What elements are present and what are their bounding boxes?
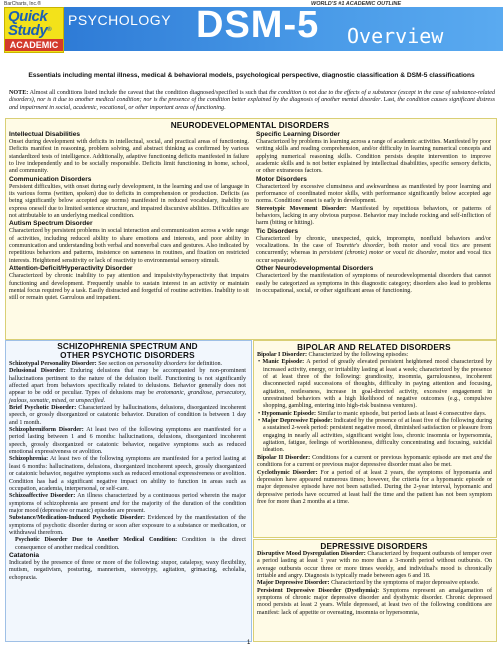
note-text-3: . [224, 104, 226, 111]
hypomanic-text: Similar to manic episode, but period lasts at least 4 consecutive days. [316, 410, 487, 417]
dysthymia-label: Persistent Depressive Disorder (Dysthymia): [257, 587, 380, 594]
bipolar-ii-text-a: Conditions for a current or previous hypomanic episode are met [310, 454, 474, 461]
bipolar-ii-emphasis: and [473, 454, 483, 461]
bipolar-ii-text-b: the conditions for a current or previous major depressive disorder must also be met. [257, 454, 492, 469]
note-emphasis-2: the condition causes significant distress and impairment in social, academic, vocational, or other important areas of functioning [9, 97, 495, 111]
tic-text [256, 236, 491, 265]
brief-psychotic-item [9, 405, 246, 427]
hypomanic-episode-item: • Hypomanic Episode: Similar to manic episode, but period lasts at least 4 consecutive days. [258, 410, 487, 417]
other-neuro-title: Other Neurodevelopmental Disorders [256, 265, 374, 273]
dysthymia-text: Symptoms represent an amalgamation of symptoms of chronic major depressive disorder and dysthymic disorder. Chronic depressed mood persists at least 2 years. While depressed, at least two of the following conditions are manifest: lack of appetite or overeating, insomnia or hypersomnia, [257, 587, 492, 616]
dmdd-text: Characterized by frequent outbursts of temper over a period lasting at least 1 year with no more than a 3-month period without outbursts. On average outbursts occur three or more times weekly, and individual's mood is chronically irritable and angry. Diagnosis is typically made between ages 6 and 18. [257, 551, 492, 580]
schizophreniform-label: Schizophreniform Disorder: [9, 427, 84, 434]
schizophrenia-text: At least two of the following symptoms are manifested for a period lasting at least 6 months: hallucinations, delusions, disorganized incoherent speech, grossly disorganized or catatonic behavior, negative symptoms such as reduced emotional expressiveness or avolition. Condition has had a significant negative impact on ability to function in areas such as occupation, academia, interpersonal, or self-care. [9, 456, 246, 492]
tic-emphasis-1: Tourette's disorder [335, 243, 384, 250]
manic-episode-item: • Manic Episode: A period of greatly elevated persistent heightened mood characterized by increased activity, energy, or irritability lasting at least a week; characterized by the presence of at least three of the following: grandiosity, insomnia, garrulousness, incoherent disconnected rapid successions of thoughts, difficulty in paying attention and focusing, agitation, restlessness, increase in goal-directed activity, excessive engagement in unrestrained behaviors with a high likelihood of negative outcomes (e.g., compulsive shopping, gambling, entering into high-risk business ventures). [258, 359, 493, 410]
subject-label: PSYCHOLOGY [68, 12, 172, 28]
stereotypic-text [256, 206, 491, 228]
neurodevelopmental-heading: NEURODEVELOPMENTAL DISORDERS [170, 121, 330, 130]
substance-psychotic-label: Substance/Medication-Induced Psychotic Disorder: [9, 515, 146, 522]
learning-text: Characterized by problems in learning across a range of academic activities. Manifested by poor writing skills and reading comprehension, and/or difficulty in learning numerical concepts and applying numerical reasoning skills. Condition persists despite intervention to improve academic skills and is not better explained by intellectual disabilities, specific sensory deficits, or other extraneous factors. [256, 139, 491, 175]
intellectual-text: Onset during development with deficits in intellectual, social, and practical areas of functioning. Deficits manifest in reasoning, problem solving, and abstract thinking as confirmed by various standardized tests of intelligence. Additionally, adaptive functioning deficits manifested in failure to live independently and to be socially responsible. Deficits limit functioning in home, school, and community. [9, 139, 249, 175]
manic-text: A period of greatly elevated persistent heightened mood characterized by increased activity, energy, or irritability lasting at least a week; characterized by the presence of at least three of the following: grandiosity, insomnia, garrulousness, incoherent disconnected rapid successions of thoughts, difficulty in paying attention and focusing, agitation, restlessness, increase in goal-directed activity, excessive engagement in unrestrained behaviors with a high likelihood of negative outcomes (e.g., compulsive shopping, gambling, entering into high-risk business ventures). [263, 359, 493, 410]
communication-title: Communication Disorders [9, 175, 92, 183]
page-title: DSM-5 [196, 4, 320, 46]
mdd-label: Major Depressive Disorder: [257, 580, 330, 587]
communication-text: Persistent difficulties, with onset during early development, in the learning and use of language in its various forms (written, spoken) due to deficits in comprehension or production. Deficits (as being significantly below accepted age norms) manifested in reduced vocabulary, inability to express oneself due to limited sentence structure, and impaired discursive abilities. Difficulties are not attributable to an underlying medical condition. [9, 183, 249, 220]
dmdd-label: Disruptive Mood Dysregulation Disorder: [257, 551, 366, 557]
note-paragraph [9, 90, 495, 112]
autism-text: Characterized by persistent problems in social interaction and communication across a wide range of activities, including reduced ability to share emotions and interests, and poor ability in communication and understanding both verbal and nonverbal cues and gestures. Also indicated by repetitious behaviors and patterns, insistence on sameness in routines, and fixation on restricted interests. Heightened sensitivity or lack of reactivity to environmental sensory stimuli. [9, 228, 249, 264]
tic-emphasis-2: persistent (chronic) motor or vocal tic disorder [319, 250, 437, 257]
major-depressive-episode-item: • Major Depressive Episode: Indicated by the presence of at least five of the following during a sustained 2-week period: persistent negative mood, diminished satisfaction or pleasure from engaging in nearly all activities, significant weight loss, chronic insomnia or hypersomnia, agitation, fatigue, feelings of worthlessness, difficulty concentrating and focusing, suicidal ideation. [258, 418, 492, 454]
brief-psychotic-label: Brief Psychotic Disorder: [9, 405, 77, 412]
catatonia-text: Indicated by the presence of three or more of the following: stupor, catalepsy, waxy flexibility, mutism, negativism, posturing, mannerism, stereotypy, agitation, grimacing, echolalia, echopraxia. [9, 559, 246, 581]
autism-title: Autism Spectrum Disorder [9, 220, 93, 228]
page-number: 1 [247, 640, 251, 646]
bipolar-content [257, 352, 492, 506]
worlds-number-one: WORLD'S #1 ACADEMIC OUTLINE [311, 1, 402, 7]
schizophrenia-item [9, 456, 246, 493]
schizotypal-label: Schizotypal Personality Disorder: [9, 361, 97, 367]
delusional-emphasis-2: unspecified [75, 397, 104, 404]
mde-label: Major Depressive Episode: [261, 418, 333, 425]
cyclothymic-item [257, 470, 492, 507]
adhd-title: Attention-Deficit/Hyperactivity Disorder [9, 265, 133, 273]
schizophrenia-label: Schizophrenia: [9, 456, 49, 463]
tagline: Essentials including mental illness, medical & behavioral models, psychological perspective, diagnostic classification & DSM-5 classifications [28, 72, 475, 79]
schizophrenia-content [9, 361, 246, 582]
note-text-1: Almost all conditions listed include the caveat that the condition diagnosed/specified is such that [28, 90, 270, 96]
cyclothymic-label: Cyclothymic Disorder: [257, 469, 318, 476]
schizotypal-emphasis: personality disorders [134, 361, 187, 367]
schizoaffective-text-b: for the majority of the duration of the condition major mood (depressive or manic) episodes are present. [9, 500, 246, 514]
bipolar-i-label: Bipolar I Disorder: [257, 352, 307, 358]
tic-body-1: Characterized by chronic, unexpected, quick, impromptu, nonfluid behaviors and/or vocalizations. In the case of [256, 235, 491, 250]
manic-label: Manic Episode: [262, 359, 305, 366]
schizoaffective-item [9, 493, 246, 515]
tic-body-2: , both motor and vocal tics are present concurrently; whereas in [256, 243, 491, 257]
neuro-right-column [256, 131, 491, 295]
depressive-heading: DEPRESSIVE DISORDERS [320, 542, 428, 551]
dmdd-item [257, 551, 492, 580]
adhd-text: Characterized by chronic inability to pay attention and impulsivity/hyperactivity that impairs functioning and development. Frequently unable to sustain interest in an activity or maintain mental focus required by a task. Easily distracted and forgetful of routine activities. Inability to sit still or remain quiet. Garrulous and impatient. [9, 273, 249, 302]
dysthymia-item [257, 588, 492, 617]
page-subtitle: Overview [347, 24, 444, 48]
tic-body-3: , motor and vocal tics occur separately. [256, 250, 491, 264]
other-neuro-text: Characterized by the manifestation of symptoms of neurodevelopmental disorders that cannot easily be categorized as symptoms in this diagnostic category; disorders also lead to problems in occupational, social, or other significant areas of functioning. [256, 273, 491, 294]
delusional-label: Delusional Disorder: [9, 368, 66, 375]
brief-psychotic-text: Characterized by hallucinations, delusions, disorganized incoherent speech, or grossly disorganized or catatonic behavior. Duration of condition is between 1 day and 1 month. [9, 405, 246, 426]
stereotypic-body: Manifested by repetitious behaviors, or patterns of behaviors, lacking in any obvious purpose. Behavior may include rocking and self-infliction of harm (biting or hitting). [256, 205, 491, 227]
note-text-2: . Last, [380, 97, 398, 104]
stereotypic-label: Stereotypic Movement Disorder: [256, 205, 347, 212]
delusional-text-b: or [67, 397, 76, 404]
substance-psychotic-item [9, 515, 246, 537]
medical-psychotic-label: Psychotic Disorder Due to Another Medical Condition: [15, 537, 178, 544]
logo-reg: ® [47, 27, 52, 33]
learning-title: Specific Learning Disorder [256, 131, 340, 138]
schizophrenia-heading-line-2: OTHER PSYCHOTIC DISORDERS [60, 351, 195, 360]
medical-psychotic-item [9, 537, 246, 552]
schizophreniform-text: At least two of the following symptoms are manifested for a period lasting between 1 and 6 months: hallucinations, delusions, disorganized incoherent speech, grossly disorganized or catatonic behavior, negative symptoms such as reduced emotional expressiveness or avolition. [9, 427, 246, 456]
mdd-item [257, 580, 492, 587]
delusional-text-c: . [103, 397, 106, 404]
quickstudy-logo [4, 7, 64, 53]
logo-line-2 [8, 23, 51, 38]
schizotypal-text-b: for definition. [186, 361, 223, 367]
hypomanic-label: Hypomanic Episode: [261, 410, 317, 417]
medical-psychotic-text: Condition is the direct consequence of another medical condition. [15, 537, 246, 551]
schizotypal-item [9, 361, 246, 368]
delusional-text-a: Enduring delusions that may be accompanied by non-prominent hallucinations pertinent to the nature of the delusion itself. Functioning is not significantly affected apart from behaviors specifically related to delusions. Behavior generally does not appear to be odd or peculiar. Types of delusions may be [9, 368, 246, 397]
tic-title: Tic Disorders [256, 227, 299, 235]
bipolar-heading: BIPOLAR AND RELATED DISORDERS [297, 343, 451, 352]
catatonia-title: Catatonia [9, 551, 40, 559]
motor-text: Characterized by excessive clumsiness and awkwardness as manifested by poor learning and performance of coordinated motor skills, with performance significantly below accepted age norms. Conditions' onset is early in development. [256, 183, 491, 205]
delusional-emphasis: erotomanic, grandiose, persecutory, jealous, somatic, mixed, [9, 390, 246, 404]
schizoaffective-label: Schizoaffective Disorder: [9, 493, 76, 500]
logo-academic: ACADEMIC [5, 39, 63, 51]
neuro-left-column [9, 131, 249, 303]
logo-line-2-text: Study [8, 22, 48, 39]
schizoaffective-emphasis: and [110, 500, 120, 507]
mde-text: Indicated by the presence of at least five of the following during a sustained 2-week period: persistent negative mood, diminished satisfaction or pleasure from engaging in nearly all activities, significant weight loss, chronic insomnia or hypersomnia, agitation, fatigue, feelings of worthlessness, difficulty concentrating and focusing, suicidal ideation. [263, 418, 492, 454]
publisher: BarCharts, Inc.® [4, 1, 42, 7]
motor-title: Motor Disorders [256, 175, 307, 183]
intellectual-title: Intellectual Disabilities [9, 131, 81, 138]
mdd-text: Characterized by the symptoms of major depressive episode. [329, 580, 480, 587]
bipolar-i-text: Characterized by the following episodes: [307, 352, 409, 358]
schizophreniform-item [9, 427, 246, 456]
schizophrenia-heading-line-1: SCHIZOPHRENIA SPECTRUM AND [57, 342, 198, 351]
note-emphasis-1: the condition is not due to the effects of a substance (except in the case of substance-related disorders), nor is it due to another medical condition; nor is the presence of the condition better explained by the diagnosis of another mental disorder [9, 90, 495, 104]
substance-psychotic-text: Evidenced by the manifestation of the symptoms of psychotic disorder during or soon after exposure to a substance or medication, or withdrawal therefrom. [9, 515, 246, 536]
bipolar-ii-item [257, 455, 492, 470]
bipolar-ii-label: Bipolar II Disorder: [257, 454, 311, 461]
delusional-item [9, 368, 246, 405]
depressive-content [257, 551, 492, 617]
schizoaffective-text-a: An illness characterized by a continuous period wherein the major symptoms of schizophrenia are present [9, 493, 246, 507]
schizotypal-text-a: See section on [96, 361, 135, 367]
logo-line-1: Quick [8, 8, 48, 25]
cyclothymic-text: For a period of at least 2 years, the symptoms of hypomania and depression have appeared numerous times; however, the criteria for a hypomanic episode or major depressive episode have not been satisfied. During the 2-year interval, hypomanic and depressive periods have occurred at least half the time and the patient has not been symptom free for more than 2 months at a time. [257, 469, 492, 505]
note-label: NOTE: [9, 90, 29, 96]
